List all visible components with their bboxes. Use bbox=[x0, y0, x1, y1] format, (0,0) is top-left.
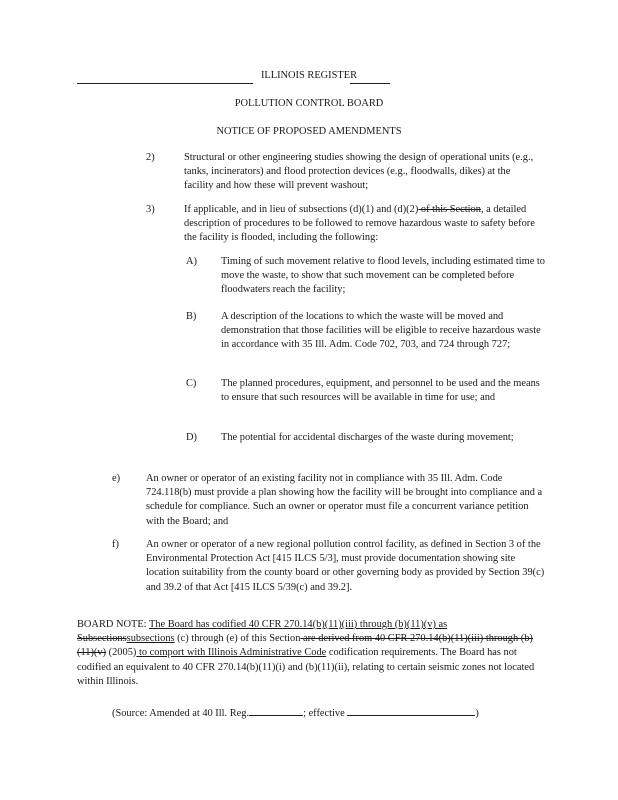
item-3-text bbox=[184, 203, 546, 246]
subitem-b-text: A description of the locations to which the waste will be moved and demonstration that those facilities will be eligible to receive hazardous waste in accordance with 35 Ill. Adm. Code 702, 703, and 724 through 727; bbox=[221, 311, 541, 351]
item-3-struck: of this Section bbox=[418, 204, 481, 215]
board-note-label: BOARD NOTE: bbox=[77, 619, 147, 630]
item-e-letter: e) bbox=[112, 473, 121, 484]
item-e-text: An owner or operator of an existing facility not in compliance with 35 Ill. Adm. Code 724.118(b) must provide a plan showing how the facility will be brought into compliance and a schedule for compliance. Such an owner or operator must file a concurrent variance petition with the Board; and bbox=[146, 473, 543, 527]
board-note bbox=[77, 618, 545, 689]
item-3-lead: If applicable, and in lieu of subsections (d)(1) and (d)(2) bbox=[184, 204, 419, 215]
item-3-rest: , a detailed description of procedures to be followed to remove hazardous waste to safety before the facility is flooded, including the following: bbox=[184, 204, 535, 244]
subitem-a-text: Timing of such movement relative to flood levels, including estimated time to move the waste, to show that such movement can be completed before floodwaters reach the facility; bbox=[221, 256, 545, 296]
subitem-c-text: The planned procedures, equipment, and personnel to be used and the means to ensure that such resources will be available in time for use; and bbox=[221, 378, 540, 404]
item-3-number: 3) bbox=[146, 204, 155, 215]
subitem-c-number: C) bbox=[186, 378, 197, 389]
source-effective: ; effective bbox=[303, 708, 345, 719]
notice-title: NOTICE OF PROPOSED AMENDMENTS bbox=[216, 126, 402, 137]
register-blank bbox=[249, 704, 303, 716]
board-note-codified: The Board has codified 40 CFR 270.14(b)(11)(iii) through (b)(11)(v) as bbox=[148, 619, 448, 630]
source-prefix: (Source: Amended at 40 Ill. Reg. bbox=[112, 708, 250, 719]
board-note-rest: codification requirements. The Board has not codified an equivalent to 40 CFR 270.14(b)(11)(i) and (b)(11)(ii), relating to certain seismic zones not located within Illinois. bbox=[77, 647, 535, 687]
board-note-comport: to comport with Illinois Administrative Code bbox=[136, 647, 327, 659]
item-f-letter: f) bbox=[112, 539, 119, 550]
board-note-struck-subsections: Subsections bbox=[77, 633, 127, 645]
subitem-d-text: The potential for accidental discharges of the waste during movement; bbox=[221, 432, 514, 443]
item-f-text: An owner or operator of a new regional pollution control facility, as defined in Section 3 of the Environmental Protection Act [415 ILCS 5/3], must provide documentation showing site location suitability from the county board or other governing body as provided by Section 39(c) and 39.2 of that Act [415 ILCS 5/39(c) and 39.2]. bbox=[146, 539, 545, 593]
item-2-text: Structural or other engineering studies showing the design of operational units (e.g., tanks, incinerators) and flood protection devices (e.g., floodwalls, dikes) at the facility and how these will prevent washout; bbox=[184, 152, 534, 192]
item-2-number: 2) bbox=[146, 152, 155, 163]
agency-title: POLLUTION CONTROL BOARD bbox=[234, 98, 384, 109]
board-note-year: (2005) bbox=[106, 647, 137, 659]
source-line bbox=[112, 704, 479, 721]
board-note-subsections: subsections bbox=[126, 633, 175, 645]
subitem-a-number: A) bbox=[186, 256, 197, 267]
subitem-d-number: D) bbox=[186, 432, 197, 443]
board-note-range: (c) through (e) of this Section bbox=[174, 633, 301, 645]
source-suffix: ) bbox=[475, 708, 479, 719]
effective-date-blank bbox=[347, 704, 475, 716]
subitem-b-number: B) bbox=[186, 311, 197, 322]
board-note-struck-derived: are derived from 40 CFR 270.14(b)(11)(iii) through (b)(11)(v) bbox=[77, 633, 533, 659]
register-title: ILLINOIS REGISTER bbox=[260, 70, 358, 81]
